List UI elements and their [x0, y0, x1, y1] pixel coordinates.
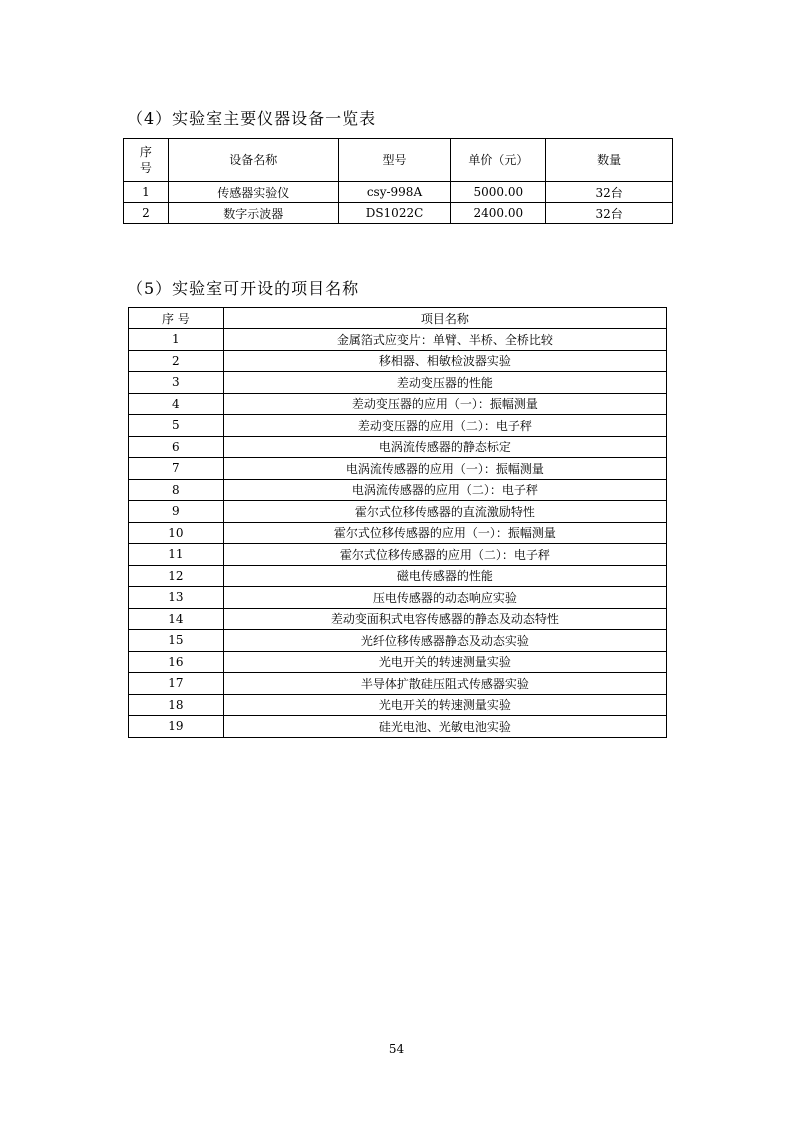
cell-project-name: 磁电传感器的性能	[223, 565, 666, 587]
cell-serial: 12	[129, 565, 224, 587]
header-serial: 序 号	[129, 308, 224, 329]
experiment-projects-table	[128, 307, 667, 738]
cell-serial: 2	[129, 350, 224, 372]
cell-serial: 18	[129, 694, 224, 716]
table-row	[129, 565, 667, 587]
table-row	[129, 329, 667, 351]
section-4-title: （4）实验室主要仪器设备一览表	[127, 109, 377, 128]
table-row	[129, 436, 667, 458]
cell-serial: 13	[129, 587, 224, 609]
table-row	[129, 501, 667, 523]
table-row	[129, 393, 667, 415]
table-row	[129, 673, 667, 695]
table-row	[129, 479, 667, 501]
projects-table-body	[129, 329, 667, 738]
cell-quantity: 32台	[546, 203, 673, 224]
table-row	[129, 694, 667, 716]
cell-project-name: 电涡流传感器的静态标定	[223, 436, 666, 458]
cell-project-name: 半导体扩散硅压阻式传感器实验	[223, 673, 666, 695]
cell-serial: 11	[129, 544, 224, 566]
table-row	[129, 608, 667, 630]
cell-serial: 9	[129, 501, 224, 523]
table-row	[129, 458, 667, 480]
table-row	[124, 182, 673, 203]
header-model: 型号	[338, 139, 451, 182]
cell-unit-price: 5000.00	[451, 182, 546, 203]
cell-project-name: 差动变压器的应用（二）：电子秤	[223, 415, 666, 437]
table-row	[129, 372, 667, 394]
cell-serial: 16	[129, 651, 224, 673]
cell-quantity: 32台	[546, 182, 673, 203]
cell-project-name: 霍尔式位移传感器的应用（二）：电子秤	[223, 544, 666, 566]
cell-project-name: 差动变压器的性能	[223, 372, 666, 394]
header-project-name: 项目名称	[223, 308, 666, 329]
cell-project-name: 移相器、相敏检波器实验	[223, 350, 666, 372]
cell-project-name: 光电开关的转速测量实验	[223, 694, 666, 716]
cell-serial: 1	[129, 329, 224, 351]
table-row	[129, 350, 667, 372]
cell-serial: 5	[129, 415, 224, 437]
header-serial	[124, 139, 169, 182]
cell-serial: 10	[129, 522, 224, 544]
table-row	[129, 415, 667, 437]
cell-model: DS1022C	[338, 203, 451, 224]
header-quantity: 数量	[546, 139, 673, 182]
projects-table-header	[129, 308, 667, 329]
equipment-table-header	[124, 139, 673, 182]
cell-project-name: 电涡流传感器的应用（二）：电子秤	[223, 479, 666, 501]
section-5-title: （5）实验室可开设的项目名称	[127, 279, 360, 298]
cell-unit-price: 2400.00	[451, 203, 546, 224]
table-row	[129, 544, 667, 566]
cell-project-name: 压电传感器的动态响应实验	[223, 587, 666, 609]
cell-serial: 2	[124, 203, 169, 224]
cell-device-name: 数字示波器	[168, 203, 338, 224]
cell-serial: 7	[129, 458, 224, 480]
cell-serial: 6	[129, 436, 224, 458]
cell-device-name: 传感器实验仪	[168, 182, 338, 203]
table-row	[124, 203, 673, 224]
page-number: 54	[388, 1042, 405, 1056]
cell-project-name: 金属箔式应变片：单臂、半桥、全桥比较	[223, 329, 666, 351]
cell-serial: 15	[129, 630, 224, 652]
cell-project-name: 光纤位移传感器静态及动态实验	[223, 630, 666, 652]
header-device-name: 设备名称	[168, 139, 338, 182]
table-row	[129, 587, 667, 609]
table-row	[129, 630, 667, 652]
cell-serial: 14	[129, 608, 224, 630]
cell-serial: 19	[129, 716, 224, 738]
equipment-table	[123, 138, 673, 224]
cell-project-name: 硅光电池、光敏电池实验	[223, 716, 666, 738]
cell-model: csy-998A	[338, 182, 451, 203]
table-row	[129, 651, 667, 673]
cell-project-name: 差动变压器的应用（一）：振幅测量	[223, 393, 666, 415]
cell-project-name: 电涡流传感器的应用（一）：振幅测量	[223, 458, 666, 480]
cell-project-name: 差动变面积式电容传感器的静态及动态特性	[223, 608, 666, 630]
cell-project-name: 光电开关的转速测量实验	[223, 651, 666, 673]
cell-project-name: 霍尔式位移传感器的直流激励特性	[223, 501, 666, 523]
cell-serial: 3	[129, 372, 224, 394]
cell-serial: 17	[129, 673, 224, 695]
table-row	[129, 716, 667, 738]
cell-serial: 8	[129, 479, 224, 501]
cell-project-name: 霍尔式位移传感器的应用（一）：振幅测量	[223, 522, 666, 544]
cell-serial: 1	[124, 182, 169, 203]
cell-serial: 4	[129, 393, 224, 415]
header-unit-price: 单价（元）	[451, 139, 546, 182]
header-serial-text: 序号	[139, 145, 152, 175]
table-row	[129, 522, 667, 544]
